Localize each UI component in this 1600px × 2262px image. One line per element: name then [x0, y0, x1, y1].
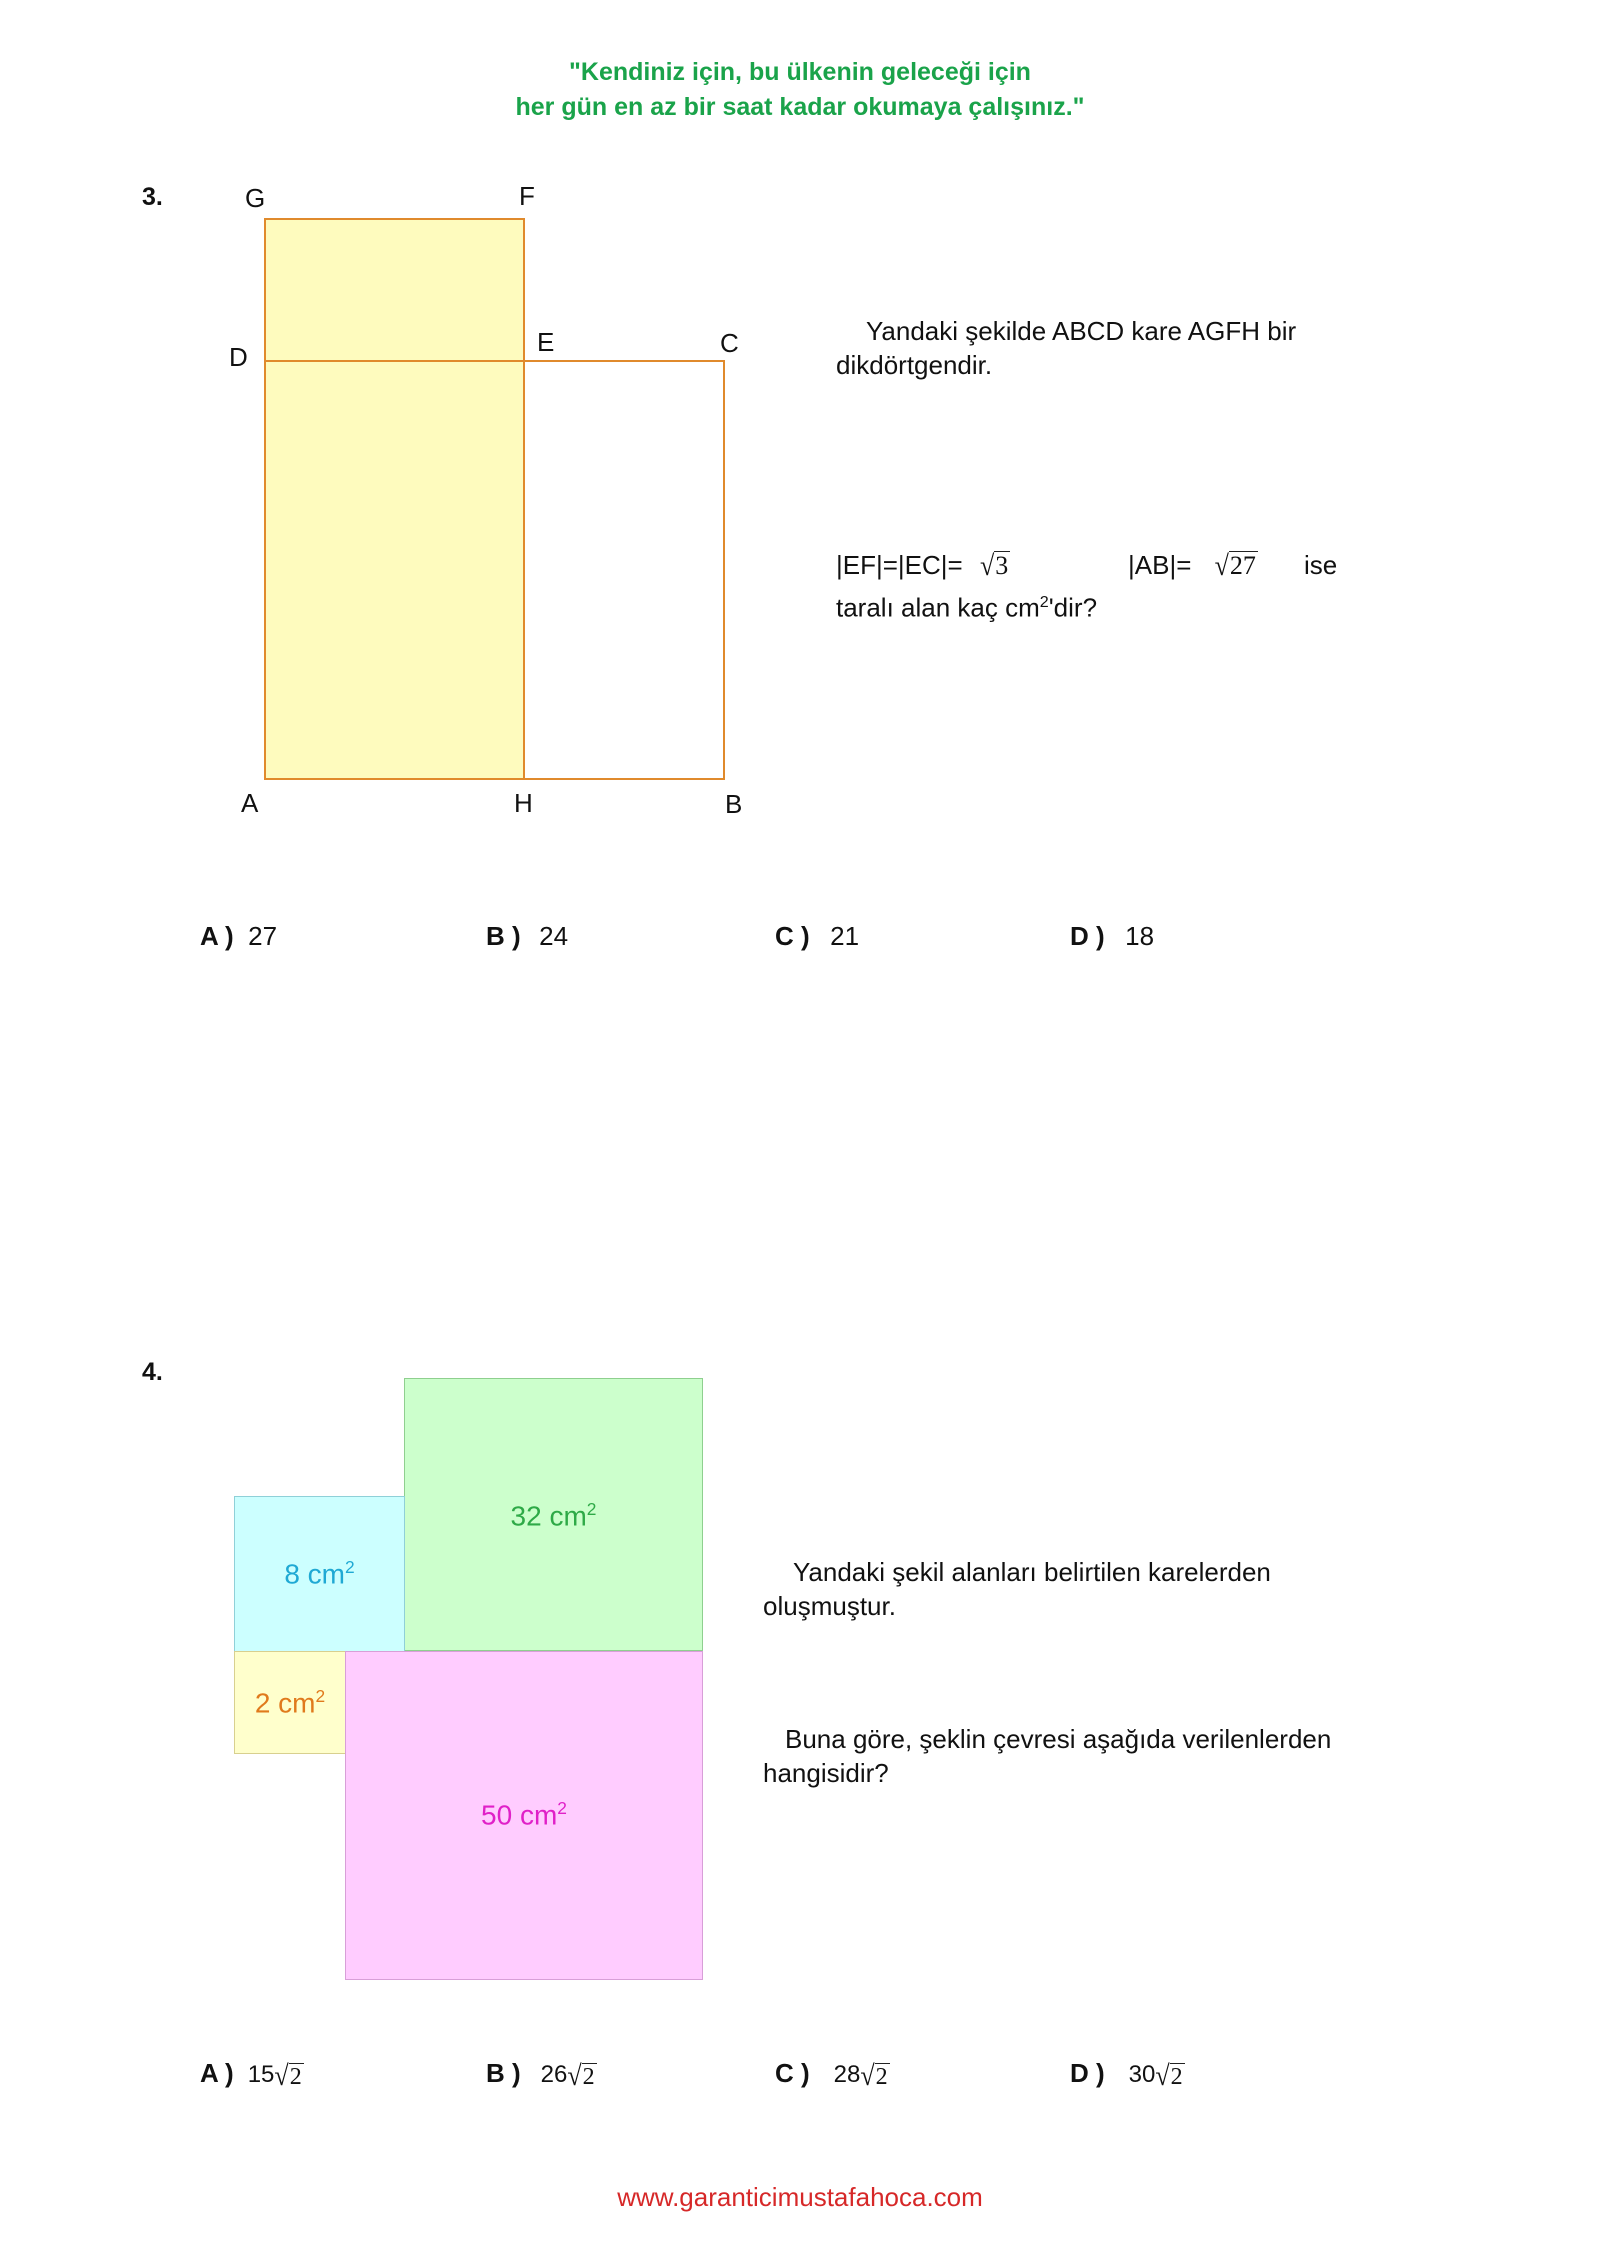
sqrt-2: √ 2	[1155, 2059, 1183, 2092]
point-label-d: D	[229, 342, 248, 372]
square-2-label: 2 $cm^2$	[254, 1686, 326, 1719]
point-label-e: E	[537, 327, 555, 357]
q4-option-b[interactable]: B ) 26 √ 2	[486, 2058, 595, 2092]
sqrt-2: √ 2	[274, 2059, 302, 2092]
square-32	[404, 1378, 703, 1651]
question-4-text-3: Buna göre, şeklin çevresi aşağıda verilenlerden	[785, 1724, 1332, 1754]
footer-website-link[interactable]: www.garanticimustafahoca.com	[617, 2182, 983, 2212]
sqrt-2: √ 2	[567, 2059, 595, 2092]
square-50-label: 50 $cm^2$	[481, 1798, 567, 1831]
point-label-a: A	[241, 788, 259, 818]
question-4-text-2: oluşmuştur.	[763, 1591, 896, 1621]
point-label-h: H	[514, 788, 533, 818]
question-3-text-2: dikdörtgendir.	[836, 350, 993, 380]
motto-line-1: "Kendiniz için, bu ülkenin geleceği için	[569, 58, 1031, 86]
q3-option-c[interactable]: C ) 21	[775, 921, 860, 951]
sqrt-27: √ 27	[1214, 549, 1256, 582]
motto-line-2: her gün en az bir saat kadar okumaya çalışınız."	[515, 93, 1085, 121]
question-3-prompt: taralı alan kaç $cm^2'dir$?	[836, 592, 1098, 623]
point-label-b: B	[725, 789, 743, 819]
point-label-c: C	[720, 328, 739, 358]
square-8-label: 8 $cm^2$	[284, 1557, 355, 1590]
question-4-text-4: hangisidir?	[763, 1758, 889, 1788]
given-ab-label: |AB|=	[1128, 550, 1192, 580]
q4-option-c[interactable]: C ) 28 √ 2	[775, 2058, 888, 2092]
sqrt-3: √ 3	[979, 549, 1009, 582]
square-50	[345, 1651, 703, 1980]
point-label-f: F	[519, 181, 535, 211]
sqrt-2: √ 2	[860, 2059, 888, 2092]
given-ab	[1128, 548, 1258, 582]
given-ef-label: |EF|=|EC|=	[836, 550, 963, 580]
q3-option-a[interactable]: A ) 27	[200, 921, 278, 951]
given-ef-ec	[836, 548, 1010, 582]
q4-option-a[interactable]: A ) 15 √ 2	[200, 2058, 302, 2092]
q3-option-b[interactable]: B ) 24	[486, 921, 569, 951]
square-32-label: 32 $cm^2$	[510, 1499, 597, 1532]
square-2	[234, 1651, 346, 1754]
question-4-number: 4.	[142, 1358, 163, 1386]
point-label-g: G	[245, 183, 266, 213]
q3-option-d[interactable]: D ) 18	[1070, 921, 1155, 951]
square-8	[234, 1496, 405, 1652]
question-3-number: 3.	[142, 183, 163, 211]
question-3-text-1: Yandaki şekilde ABCD kare AGFH bir	[866, 316, 1297, 346]
given-ise: ise	[1304, 550, 1338, 580]
q4-option-d[interactable]: D ) 30 √ 2	[1070, 2058, 1183, 2092]
question-3-figure	[0, 0, 1600, 900]
shaded-rectangle-agfh	[265, 219, 524, 779]
question-4-text-1: Yandaki şekil alanları belirtilen karelerden	[793, 1557, 1271, 1587]
